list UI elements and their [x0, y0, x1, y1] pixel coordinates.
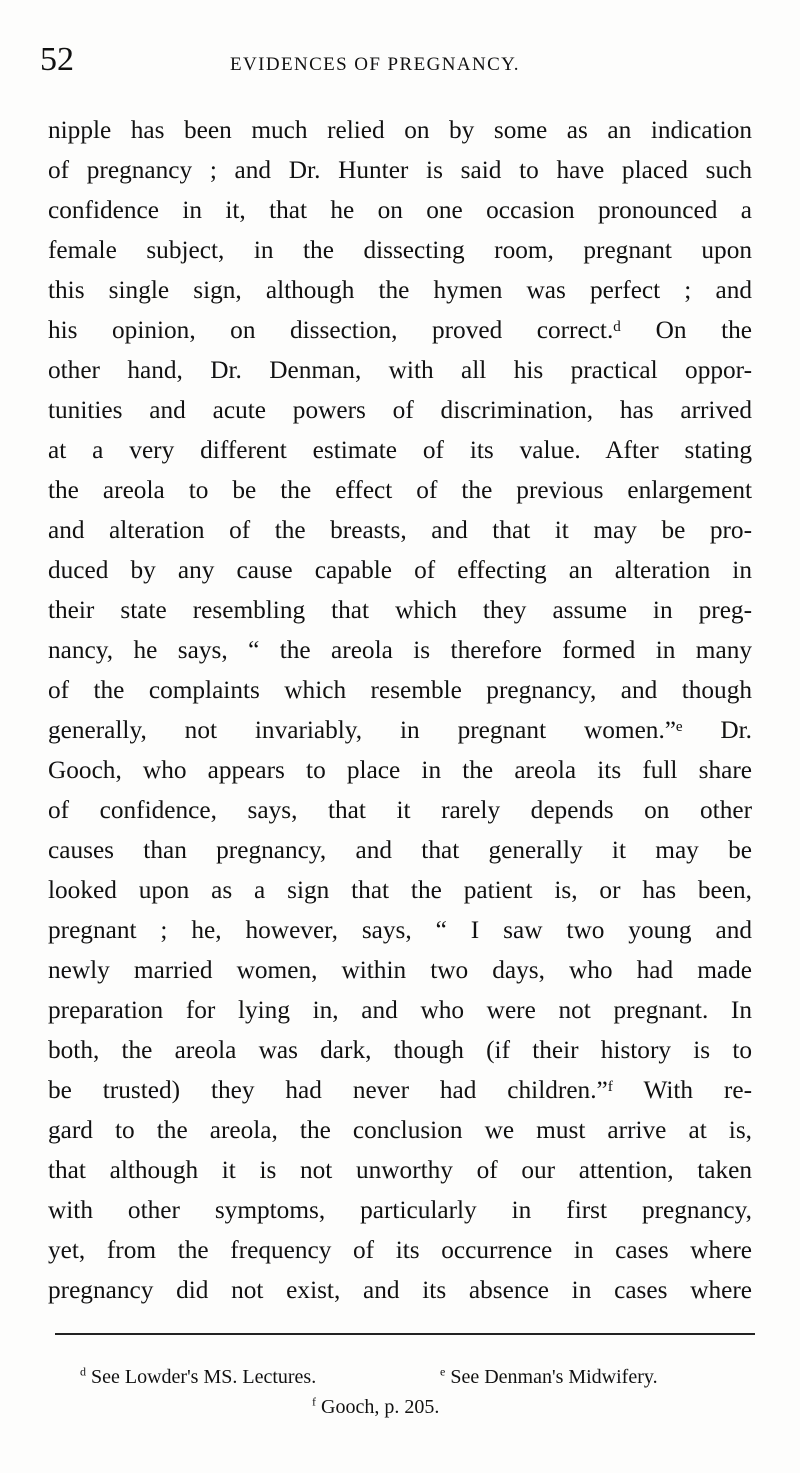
text-line: and alteration of the breasts, and that it may be pro-	[48, 516, 752, 544]
text-line: his opinion, on dissection, proved correct.ᵈ On the	[48, 316, 752, 344]
text-line: the areola to be the effect of the previous enlargement	[48, 476, 752, 504]
text-line: at a very different estimate of its value. After stating	[48, 436, 752, 464]
body-text	[48, 110, 752, 1310]
footnote-text: See Denman's Midwifery.	[450, 1366, 658, 1388]
page-header	[40, 40, 760, 84]
footnote-e	[440, 1362, 658, 1392]
text-line: female subject, in the dissecting room, pregnant upon	[48, 236, 752, 264]
text-line: confidence in it, that he on one occasion pronounced a	[48, 196, 752, 224]
text-line: yet, from the frequency of its occurrence in cases where	[48, 1236, 752, 1264]
footnotes	[80, 1362, 740, 1422]
text-line: causes than pregnancy, and that generally it may be	[48, 836, 752, 864]
text-line: pregnancy did not exist, and its absence in cases where	[48, 1276, 752, 1304]
footnote-mark: e	[440, 1364, 446, 1379]
text-line: newly married women, within two days, who had made	[48, 956, 752, 984]
footnote-mark: d	[80, 1364, 86, 1379]
footnote-f	[312, 1392, 439, 1422]
text-line: duced by any cause capable of effecting an alteration in	[48, 556, 752, 584]
footnote-text: See Lowder's MS. Lectures.	[91, 1366, 317, 1388]
text-line: that although it is not unworthy of our attention, taken	[48, 1156, 752, 1184]
text-line: both, the areola was dark, though (if their history is to	[48, 1036, 752, 1064]
running-head: EVIDENCES OF PREGNANCY.	[230, 54, 520, 75]
text-line: of pregnancy ; and Dr. Hunter is said to have placed such	[48, 156, 752, 184]
footnote-row	[80, 1362, 740, 1392]
text-line: nancy, he says, “ the areola is therefore formed in many	[48, 636, 752, 664]
text-line: their state resembling that which they assume in preg-	[48, 596, 752, 624]
text-line: tunities and acute powers of discrimination, has arrived	[48, 396, 752, 424]
text-line: be trusted) they had never had children.”ᶠ With re-	[48, 1076, 752, 1104]
footnote-rule	[55, 1333, 755, 1335]
text-line: gard to the areola, the conclusion we must arrive at is,	[48, 1116, 752, 1144]
footnote-row	[80, 1392, 740, 1422]
text-line: nipple has been much relied on by some as an indication	[48, 116, 752, 144]
text-line: this single sign, although the hymen was perfect ; and	[48, 276, 752, 304]
footnote-mark: f	[312, 1394, 316, 1409]
text-line: of confidence, says, that it rarely depends on other	[48, 796, 752, 824]
text-line: Gooch, who appears to place in the areola its full share	[48, 756, 752, 784]
page-number: 52	[40, 41, 74, 78]
text-line: preparation for lying in, and who were not pregnant. In	[48, 996, 752, 1024]
text-line: other hand, Dr. Denman, with all his practical oppor-	[48, 356, 752, 384]
text-line: with other symptoms, particularly in first pregnancy,	[48, 1196, 752, 1224]
footnote-d	[80, 1362, 316, 1392]
text-line: of the complaints which resemble pregnancy, and though	[48, 676, 752, 704]
footnote-text: Gooch, p. 205.	[321, 1396, 440, 1418]
text-line: generally, not invariably, in pregnant women.”ᵉ Dr.	[48, 716, 752, 744]
text-line: looked upon as a sign that the patient is, or has been,	[48, 876, 752, 904]
text-line: pregnant ; he, however, says, “ I saw two young and	[48, 916, 752, 944]
